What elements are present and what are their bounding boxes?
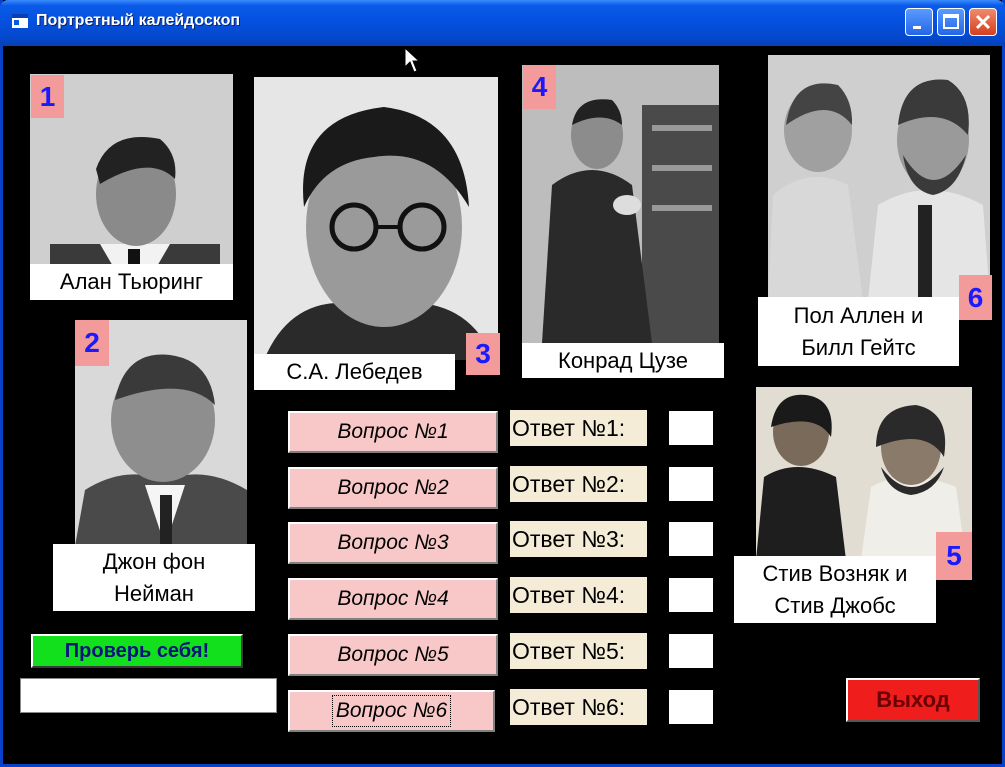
answer-4-input[interactable]: [668, 577, 714, 613]
answer-6-input[interactable]: [668, 689, 714, 725]
portrait-number-1: 1: [31, 75, 64, 118]
answer-3-input[interactable]: [668, 521, 714, 557]
caption-lebedev: С.А. Лебедев: [254, 354, 455, 390]
caption-wozniak-jobs: [734, 556, 936, 623]
answer-6-label: Ответ №6:: [510, 689, 647, 725]
caption-allen-gates-line1: Пол Аллен и: [793, 302, 924, 328]
caption-allen-gates: [758, 297, 959, 366]
answer-3-label: Ответ №3:: [510, 521, 647, 557]
question-1-button[interactable]: [288, 411, 498, 453]
answer-1-input[interactable]: [668, 410, 714, 446]
portrait-number-5: 5: [936, 532, 972, 580]
caption-neumann-line2: Нейман: [114, 580, 194, 606]
question-2-label: Вопрос №2: [337, 476, 449, 499]
question-5-button[interactable]: [288, 634, 498, 676]
exit-button[interactable]: Выход: [846, 678, 980, 722]
question-4-label: Вопрос №4: [337, 587, 449, 610]
maximize-button[interactable]: [937, 8, 965, 36]
question-6-button[interactable]: [288, 690, 495, 732]
close-icon: [970, 9, 996, 35]
question-1-label: Вопрос №1: [337, 420, 449, 443]
question-6-label: Вопрос №6: [335, 699, 448, 722]
minimize-icon: [906, 9, 932, 35]
caption-wozniak-jobs-line2: Стив Джобс: [774, 592, 896, 618]
portrait-number-4: 4: [523, 65, 556, 109]
caption-zuse: Конрад Цузе: [522, 343, 724, 378]
answer-5-input[interactable]: [668, 633, 714, 669]
question-5-label: Вопрос №5: [337, 643, 449, 666]
caption-turing: Алан Тьюринг: [30, 264, 233, 300]
portrait-number-2: 2: [75, 320, 109, 366]
question-4-button[interactable]: [288, 578, 498, 620]
maximize-icon: [938, 9, 964, 35]
answer-1-label: Ответ №1:: [510, 410, 647, 446]
portrait-number-3: 3: [466, 333, 500, 375]
caption-wozniak-jobs-line1: Стив Возняк и: [762, 560, 908, 586]
answer-4-label: Ответ №4:: [510, 577, 647, 613]
result-field[interactable]: [20, 678, 277, 713]
question-2-button[interactable]: [288, 467, 498, 509]
app-icon: [12, 14, 28, 28]
mouse-pointer-icon: [404, 47, 420, 75]
portrait-allen-gates-image[interactable]: [768, 55, 990, 300]
caption-neumann-line1: Джон фон: [102, 548, 206, 574]
answer-2-input[interactable]: [668, 466, 714, 502]
question-3-label: Вопрос №3: [337, 531, 449, 554]
caption-neumann: [53, 544, 255, 611]
minimize-button[interactable]: [905, 8, 933, 36]
portrait-lebedev-image[interactable]: [254, 77, 498, 360]
caption-allen-gates-line2: Билл Гейтс: [801, 334, 916, 360]
title-bar[interactable]: [0, 0, 1005, 46]
portrait-number-6: 6: [959, 275, 992, 320]
window-title: Портретный калейдоскоп: [36, 12, 241, 29]
close-button[interactable]: [969, 8, 997, 36]
check-yourself-button[interactable]: Проверь себя!: [31, 634, 243, 668]
answer-2-label: Ответ №2:: [510, 466, 647, 502]
question-3-button[interactable]: [288, 522, 498, 564]
answer-5-label: Ответ №5:: [510, 633, 647, 669]
